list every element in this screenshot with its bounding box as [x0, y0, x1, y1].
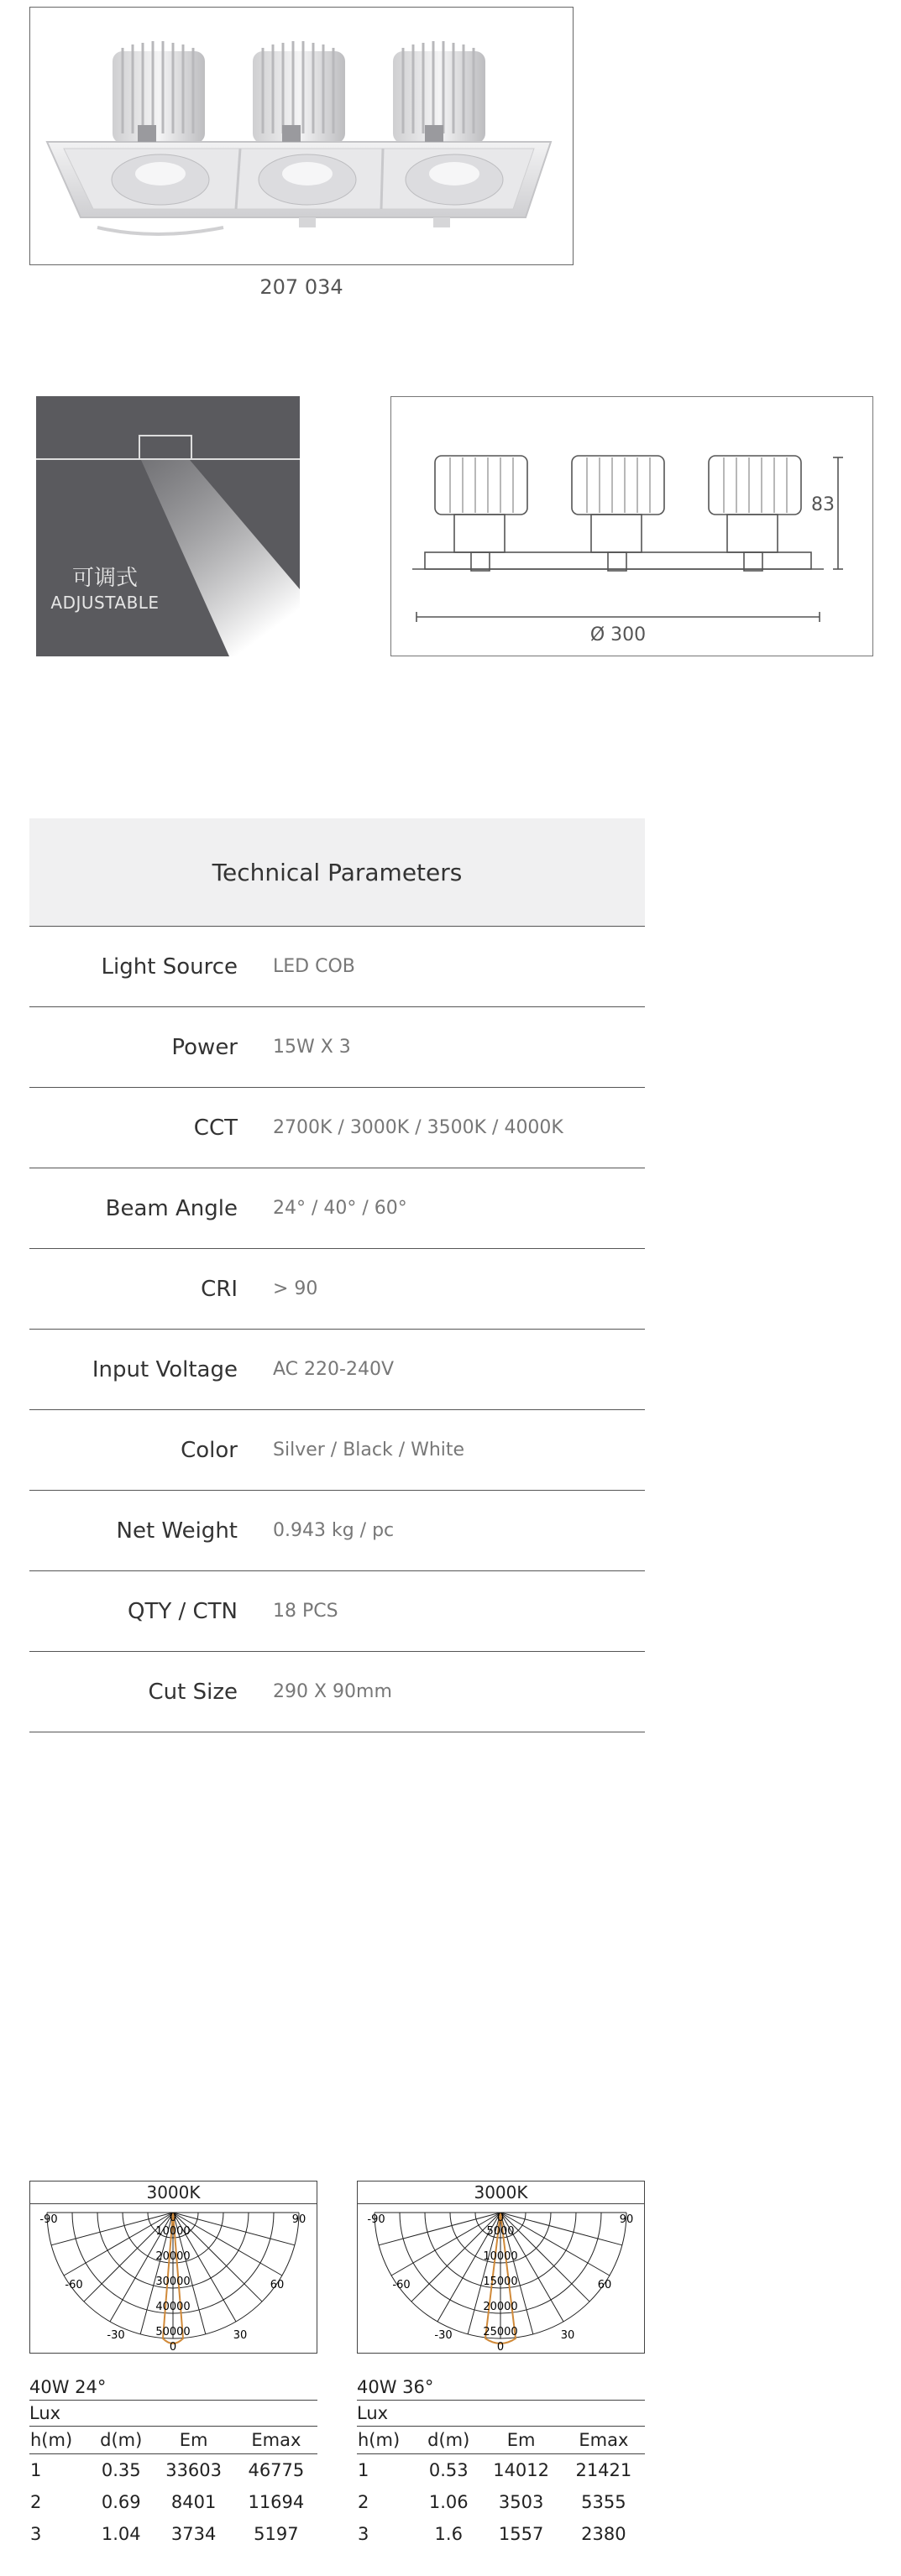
table-cell: 3734: [170, 2524, 217, 2544]
diameter-dimension: Ø 300: [589, 624, 647, 645]
table-cell: 5355: [581, 2492, 626, 2512]
angle-label: 0: [169, 2341, 177, 2353]
table-row: [29, 1168, 645, 1249]
table-row: [29, 1652, 645, 1732]
angle-label: 0: [169, 2212, 177, 2224]
parameter-value: 2700K / 3000K / 3500K / 4000K: [273, 1117, 563, 1138]
polar-radial: [500, 2213, 622, 2245]
table-cell: 2380: [581, 2524, 626, 2544]
angle-label: -60: [65, 2279, 83, 2291]
illuminance-table: [29, 2427, 317, 2550]
polar-radial: [64, 2213, 173, 2276]
parameter-label: Input Voltage: [92, 1356, 238, 1382]
adjustable-illustration: [36, 396, 300, 656]
angle-label: 90: [291, 2213, 306, 2226]
parameter-label: CCT: [193, 1115, 238, 1141]
parameter-label: QTY / CTN: [127, 1598, 238, 1624]
column-header: Em: [480, 2427, 563, 2454]
product-image: [29, 7, 574, 265]
lamp-slot: [139, 435, 192, 460]
angle-label: -90: [39, 2213, 58, 2226]
table-row: [29, 1330, 645, 1410]
table-cell: 3: [30, 2524, 42, 2544]
ring-label: 20000: [155, 2250, 191, 2263]
polar-diagram: [29, 2181, 317, 2354]
parameter-label: Cut Size: [148, 1679, 238, 1705]
parameter-value: 24° / 40° / 60°: [273, 1198, 407, 1219]
cct-title: 3000K: [30, 2182, 317, 2204]
table-cell: 3503: [498, 2492, 544, 2512]
parameter-value: 0.943 kg / pc: [273, 1520, 395, 1541]
table-title: Technical Parameters: [29, 818, 645, 927]
polar-radial: [173, 2213, 282, 2276]
angle-label: 90: [619, 2213, 634, 2226]
table-row: [357, 2486, 645, 2518]
ring-label: 15000: [483, 2276, 518, 2288]
table-row: [29, 1007, 645, 1088]
polar-radial: [379, 2213, 500, 2245]
parameter-value: > 90: [273, 1278, 318, 1299]
table-row: [29, 1410, 645, 1491]
illuminance-table: [357, 2427, 645, 2550]
column-header: Emax: [235, 2427, 317, 2454]
ring-label: 30000: [155, 2276, 191, 2288]
height-dimension: 83: [811, 494, 835, 515]
table-cell: 0.69: [101, 2492, 141, 2512]
table-row: [29, 1088, 645, 1168]
polar-radial: [391, 2213, 500, 2276]
ring-label: 20000: [483, 2301, 518, 2313]
parameter-value: 15W X 3: [273, 1037, 351, 1058]
dimension-drawing: [390, 396, 873, 656]
table-cell: 1.04: [101, 2524, 141, 2544]
polar-grid: [358, 2204, 643, 2353]
model-label: 40W 24°: [29, 2375, 317, 2401]
table-cell: 0.53: [428, 2460, 469, 2480]
polar-radial: [51, 2213, 173, 2245]
table-cell: 21421: [575, 2460, 632, 2480]
table-cell: 1557: [498, 2524, 544, 2544]
adjustable-label-en: ADJUSTABLE: [50, 593, 160, 613]
angle-label: -90: [367, 2213, 385, 2226]
ring-label: 10000: [155, 2225, 191, 2238]
table-row: [29, 2486, 317, 2518]
parameter-value: AC 220-240V: [273, 1359, 394, 1380]
table-cell: 33603: [165, 2460, 223, 2480]
table-row: [357, 2518, 645, 2550]
polar-grid: [30, 2204, 316, 2353]
parameter-label: Light Source: [101, 954, 238, 980]
parameter-value: 18 PCS: [273, 1601, 338, 1622]
table-cell: 5197: [254, 2524, 299, 2544]
parameter-label: Power: [171, 1034, 238, 1060]
parameter-label: CRI: [201, 1276, 238, 1302]
column-header: h(m): [29, 2427, 90, 2454]
table-cell: 8401: [170, 2492, 217, 2512]
column-header: d(m): [90, 2427, 153, 2454]
table-row: [29, 1249, 645, 1330]
angle-label: -60: [392, 2279, 411, 2291]
polar-radial: [500, 2213, 610, 2276]
parameter-value: 290 X 90mm: [273, 1681, 392, 1702]
polar-radial: [173, 2213, 295, 2245]
table-row: [29, 927, 645, 1007]
heatsink-left: [113, 41, 205, 144]
photometric-block-2: [357, 2181, 645, 2550]
table-cell: 1.6: [434, 2524, 463, 2544]
column-header: Emax: [563, 2427, 645, 2454]
technical-parameters-table: [29, 818, 645, 1732]
adjustable-label-cn: 可调式: [71, 566, 138, 591]
polar-diagram: [357, 2181, 645, 2354]
parameter-label: Net Weight: [116, 1518, 238, 1544]
parameter-label: Beam Angle: [105, 1195, 238, 1221]
table-row: [29, 1491, 645, 1571]
column-header: Em: [153, 2427, 235, 2454]
table-cell: 1: [30, 2460, 42, 2480]
angle-label: 30: [560, 2329, 575, 2342]
table-row: [357, 2454, 645, 2487]
product-code: 207 034: [259, 275, 343, 299]
angle-label: 0: [496, 2212, 505, 2224]
angle-label: 30: [233, 2329, 248, 2342]
angle-label: 60: [270, 2279, 285, 2291]
cct-title: 3000K: [358, 2182, 644, 2204]
ring-label: 40000: [155, 2301, 191, 2313]
unit-label: Lux: [29, 2401, 317, 2427]
table-cell: 14012: [493, 2460, 550, 2480]
table-cell: 46775: [248, 2460, 305, 2480]
unit-label: Lux: [357, 2401, 645, 2427]
table-cell: 2: [358, 2492, 369, 2512]
angle-label: -30: [107, 2329, 125, 2342]
column-header: h(m): [357, 2427, 417, 2454]
table-cell: 2: [30, 2492, 42, 2512]
parameter-value: LED COB: [273, 956, 355, 977]
angle-label: 0: [496, 2341, 505, 2353]
photometric-block-1: [29, 2181, 317, 2550]
table-row: [29, 2454, 317, 2487]
ring-label: 10000: [483, 2250, 518, 2263]
ring-label: 5000: [486, 2225, 515, 2238]
angle-label: -30: [434, 2329, 453, 2342]
angle-label: 60: [597, 2279, 612, 2291]
parameter-label: Color: [181, 1437, 238, 1463]
table-row: [29, 2518, 317, 2550]
table-cell: 1: [358, 2460, 369, 2480]
model-label: 40W 36°: [357, 2375, 645, 2401]
table-cell: 11694: [248, 2492, 305, 2512]
table-cell: 3: [358, 2524, 369, 2544]
table-cell: 0.35: [101, 2460, 141, 2480]
table-row: [29, 1571, 645, 1652]
table-cell: 1.06: [428, 2492, 469, 2512]
ring-label: 25000: [483, 2326, 518, 2338]
column-header: d(m): [417, 2427, 480, 2454]
ring-label: 50000: [155, 2326, 191, 2338]
parameter-value: Silver / Black / White: [273, 1440, 465, 1460]
